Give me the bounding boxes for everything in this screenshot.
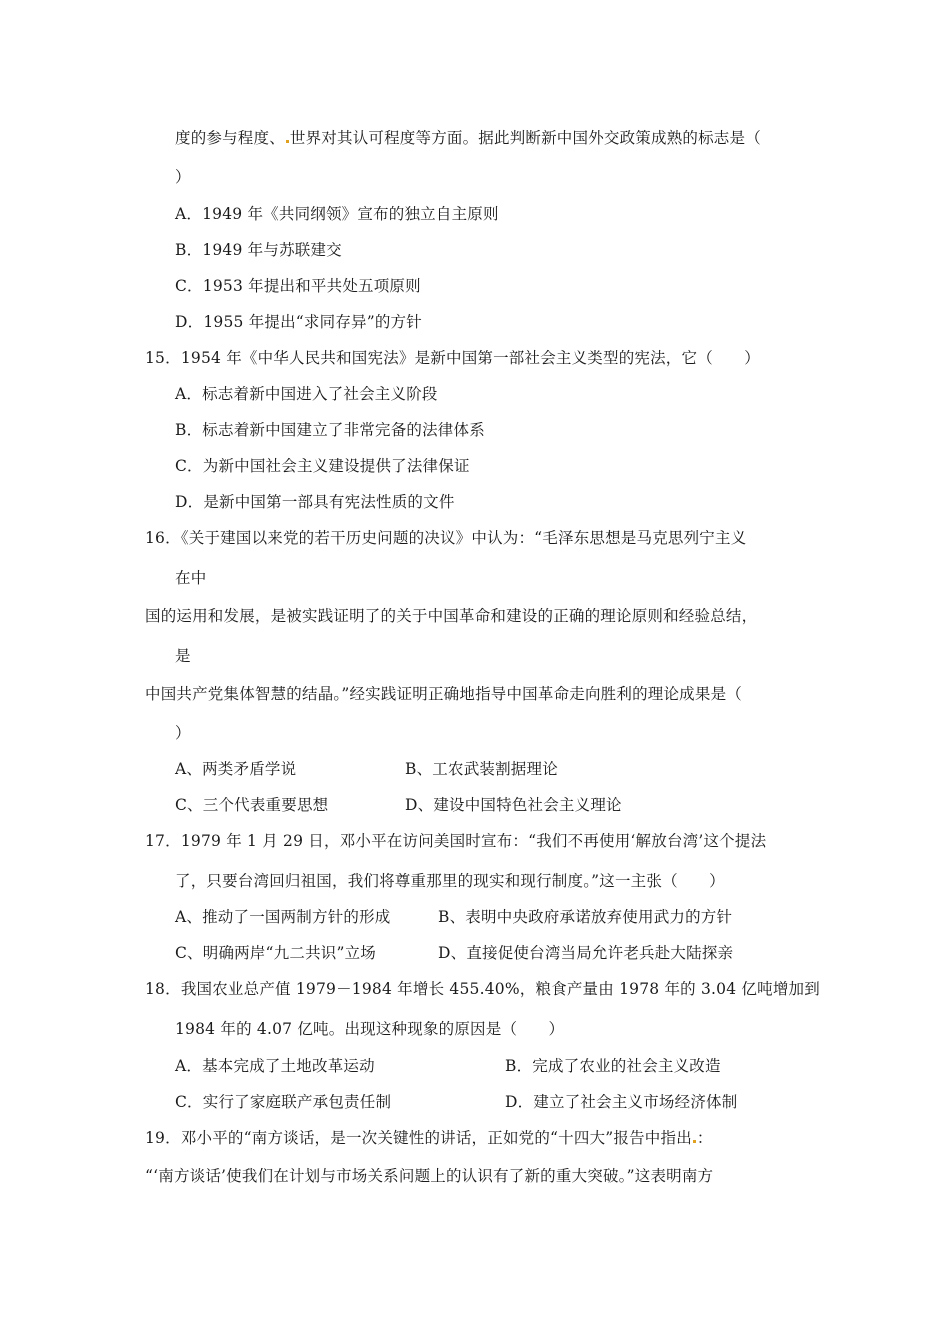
q14-option-a[interactable]: A．1949 年《共同纲领》宣布的独立自主原则 (175, 205, 499, 223)
q19-stem-part-a: 19．邓小平的“南方谈话，是一次关键性的讲话，正如党的“十四大”报告中指出 (145, 1129, 692, 1147)
q16-option-c[interactable]: C、三个代表重要思想 (175, 796, 329, 814)
q16-stem-line6: ） (175, 724, 191, 742)
edit-mark-icon (286, 140, 289, 143)
q17-stem-line1: 17．1979 年 1 月 29 日，邓小平在访问美国时宣布：“我们不再使用‘解放台湾’这个提法 (145, 832, 767, 850)
q16-stem-line3: 国的运用和发展，是被实践证明了的关于中国革命和建设的正确的理论原则和经验总结， (145, 607, 758, 625)
q19-stem-line1 (145, 1128, 713, 1148)
q16-option-a[interactable]: A、两类矛盾学说 (175, 760, 297, 778)
q14-stem-part-b: 世界对其认可程度等方面。据此判断新中国外交政策成熟的标志是（ (289, 129, 761, 147)
q14-option-b[interactable]: B．1949 年与苏联建交 (175, 241, 342, 259)
q17-option-c[interactable]: C、明确两岸“九二共识”立场 (175, 944, 377, 962)
q16-stem-line1: 16．《关于建国以来党的若干历史问题的决议》中认为：“毛泽东思想是马克思列宁主义 (145, 529, 747, 547)
q16-stem-line5: 中国共产党集体智慧的结晶。”经实践证明正确地指导中国革命走向胜利的理论成果是（ (145, 685, 742, 703)
q14-stem-line1 (175, 128, 761, 148)
q14-stem-line2: ） (175, 168, 191, 186)
q15-stem: 15．1954 年《中华人民共和国宪法》是新中国第一部社会主义类型的宪法，它（ ） (145, 349, 760, 367)
q14-stem-part-a: 度的参与程度、 (175, 129, 285, 147)
q18-stem-line2: 1984 年的 4.07 亿吨。出现这种现象的原因是（ ） (175, 1020, 565, 1038)
q14-option-c[interactable]: C．1953 年提出和平共处五项原则 (175, 277, 421, 295)
q18-option-d[interactable]: D．建立了社会主义市场经济体制 (505, 1093, 738, 1111)
q15-option-d[interactable]: D．是新中国第一部具有宪法性质的文件 (175, 493, 455, 511)
q16-stem-line4: 是 (175, 647, 191, 665)
q19-stem-part-b: ： (696, 1129, 713, 1147)
q18-option-b[interactable]: B．完成了农业的社会主义改造 (505, 1057, 721, 1075)
q18-stem-line1: 18．我国农业总产值 1979－1984 年增长 455.40%，粮食产量由 1978 年的 3.04 亿吨增加到 (145, 980, 820, 998)
q16-option-b[interactable]: B、工农武装割据理论 (405, 760, 558, 778)
q15-option-b[interactable]: B．标志着新中国建立了非常完备的法律体系 (175, 421, 485, 439)
edit-mark-icon (693, 1140, 696, 1143)
q16-stem-line2: 在中 (175, 569, 207, 587)
q19-stem-line2: “‘南方谈话’使我们在计划与市场关系问题上的认识有了新的重大突破。”这表明南方 (145, 1167, 714, 1185)
q18-option-a[interactable]: A．基本完成了土地改革运动 (175, 1057, 375, 1075)
q14-option-d[interactable]: D．1955 年提出“求同存异”的方针 (175, 313, 422, 331)
q15-option-c[interactable]: C．为新中国社会主义建设提供了法律保证 (175, 457, 470, 475)
q15-option-a[interactable]: A．标志着新中国进入了社会主义阶段 (175, 385, 438, 403)
q18-option-c[interactable]: C．实行了家庭联产承包责任制 (175, 1093, 392, 1111)
q17-stem-line2: 了，只要台湾回归祖国，我们将尊重那里的现实和现行制度。”这一主张（ ） (175, 872, 725, 890)
q17-option-d[interactable]: D、直接促使台湾当局允许老兵赴大陆探亲 (438, 944, 734, 962)
q16-option-d[interactable]: D、建设中国特色社会主义理论 (405, 796, 622, 814)
q17-option-a[interactable]: A、推动了一国两制方针的形成 (175, 908, 391, 926)
q17-option-b[interactable]: B、表明中央政府承诺放弃使用武力的方针 (438, 908, 733, 926)
